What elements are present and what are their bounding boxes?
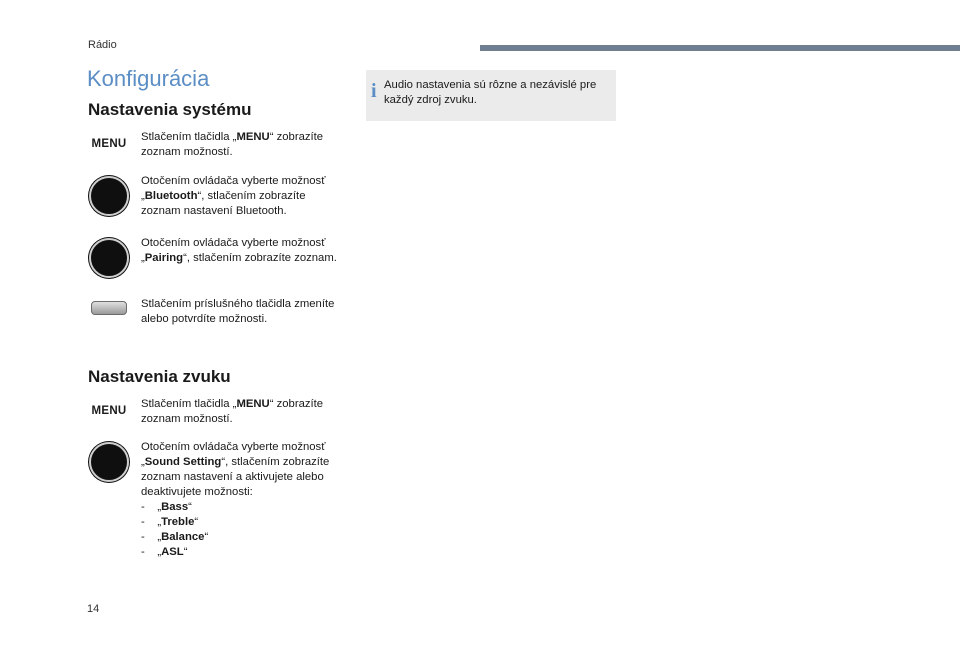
sound-option-balance: - „Balance“ xyxy=(141,531,209,543)
sound-option-asl: - „ASL“ xyxy=(141,546,188,558)
menu-button-icon: MENU xyxy=(91,405,127,417)
sound-step-2-text: Otočením ovládača vyberte možnosť „Sound Setting“, stlačením zobrazíte zoznam nastavení a aktivujete alebo deaktivujete možnosti: - „Bass“ - „Treble“ - „Balance“ - „ASL“ xyxy=(141,440,341,560)
info-icon: i xyxy=(371,80,377,102)
rotary-knob-icon xyxy=(89,442,129,482)
system-step-1-text: Stlačením tlačidla „MENU“ zobrazíte zoznam možností. xyxy=(141,131,324,158)
header-section-label: Rádio xyxy=(88,39,117,51)
sound-step-1-text: Stlačením tlačidla „MENU“ zobrazíte zoznam možností. xyxy=(141,398,324,425)
info-note-text: Audio nastavenia sú rôzne a nezávislé pre každý zdroj zvuku. xyxy=(384,79,597,106)
system-step-4-text: Stlačením príslušného tlačidla zmeníte alebo potvrdíte možnosti. xyxy=(141,298,335,325)
rotary-knob-icon xyxy=(89,176,129,216)
info-note xyxy=(366,70,616,121)
sound-settings-heading: Nastavenia zvuku xyxy=(88,367,231,386)
header-bar xyxy=(480,45,960,51)
page-number: 14 xyxy=(87,603,100,615)
menu-button-icon: MENU xyxy=(91,138,127,150)
sound-option-bass: - „Bass“ xyxy=(141,501,192,513)
preset-button-icon xyxy=(91,301,127,315)
section-title: Konfigurácia xyxy=(87,66,210,91)
system-step-3-text: Otočením ovládača vyberte možnosť „Pairing“, stlačením zobrazíte zoznam. xyxy=(141,237,337,264)
system-settings-heading: Nastavenia systému xyxy=(88,100,252,119)
sound-option-list xyxy=(141,500,341,560)
rotary-knob-icon xyxy=(89,238,129,278)
sound-option-treble: - „Treble“ xyxy=(141,516,199,528)
system-step-2-text: Otočením ovládača vyberte možnosť „Bluetooth“, stlačením zobrazíte zoznam nastavení Bluetooth. xyxy=(141,175,326,217)
